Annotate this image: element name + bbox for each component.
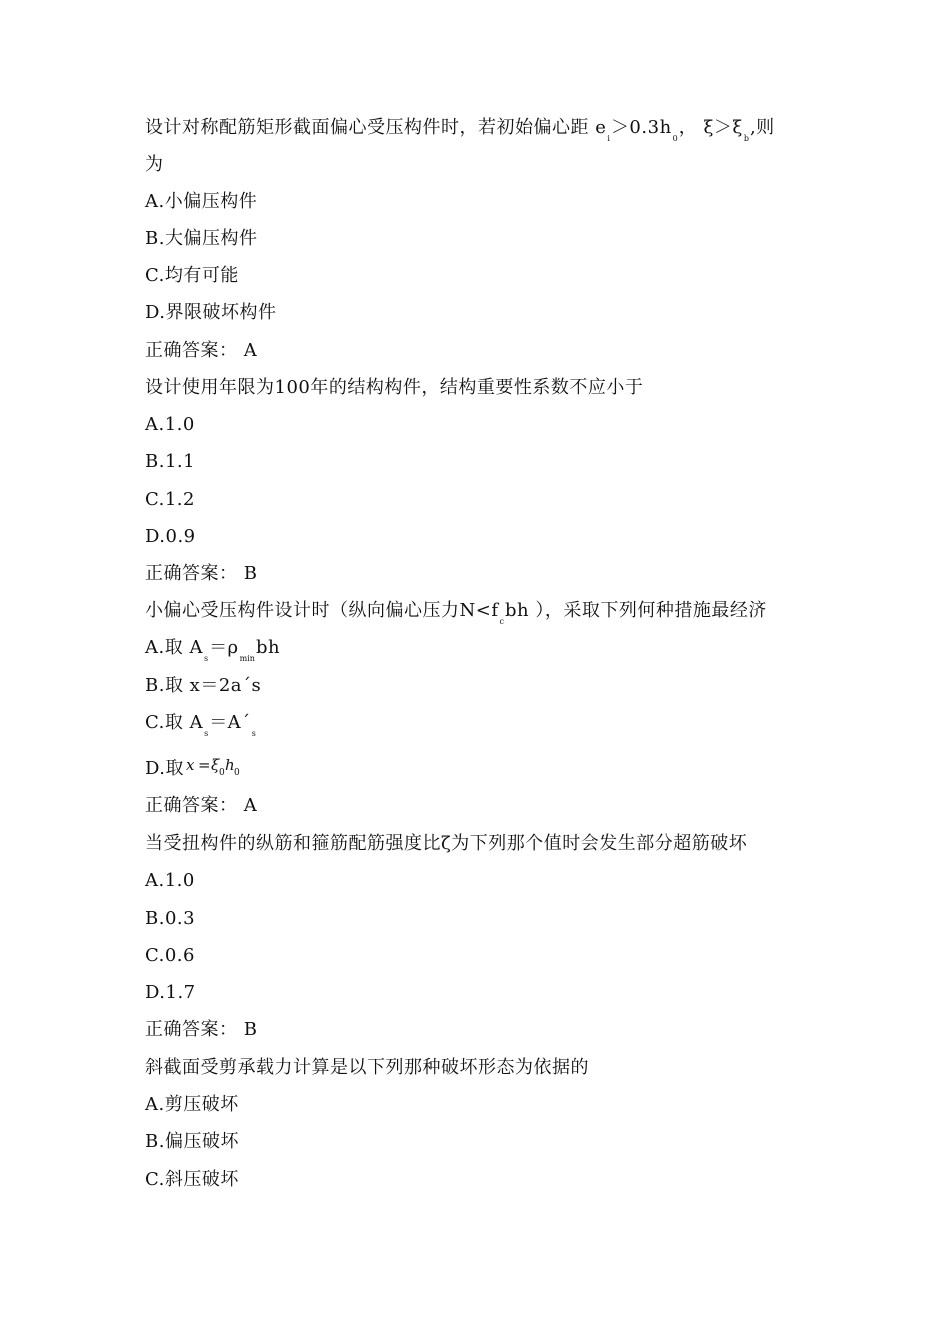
q1-stem-text-3: ， ξ＞ξ bbox=[678, 117, 743, 138]
question-2-answer: 正确答案： B bbox=[145, 563, 258, 584]
question-3-option-b: B.取 x＝2a´s bbox=[145, 675, 262, 696]
question-3-option-a bbox=[145, 637, 280, 670]
svg-text:0: 0 bbox=[219, 768, 226, 778]
q3-stem-text-1: 小偏心受压构件设计时（纵向偏心压力N<f bbox=[145, 600, 499, 621]
q3-stem-text-2: bh ），采取下列何种措施最经济 bbox=[504, 600, 767, 621]
question-2-option-d: D.0.9 bbox=[145, 526, 196, 547]
question-2-option-c: C.1.2 bbox=[145, 489, 195, 510]
question-3-stem bbox=[145, 600, 767, 633]
svg-text:=: = bbox=[198, 756, 212, 774]
svg-text:h: h bbox=[225, 756, 236, 774]
svg-text:0: 0 bbox=[234, 768, 241, 778]
question-1-option-a: A.小偏压构件 bbox=[145, 191, 258, 212]
svg-text:x: x bbox=[186, 756, 195, 774]
question-2-option-a: A.1.0 bbox=[145, 414, 195, 435]
question-1-option-d: D.界限破坏构件 bbox=[145, 302, 277, 323]
question-1-stem-continued: 为 bbox=[145, 154, 164, 175]
question-1-option-c: C.均有可能 bbox=[145, 265, 239, 286]
q3-subscript-c: c bbox=[499, 617, 504, 626]
question-5-stem: 斜截面受剪承载力计算是以下列那种破坏形态为依据的 bbox=[145, 1057, 589, 1078]
q3c-subscript-s2: s bbox=[251, 729, 256, 738]
question-2-stem: 设计使用年限为100年的结构构件，结构重要性系数不应小于 bbox=[145, 377, 644, 398]
q3c-text-2: ＝A´ bbox=[209, 712, 251, 733]
q3a-text-3: bh bbox=[255, 637, 281, 658]
question-1-answer: 正确答案： A bbox=[145, 340, 258, 361]
q3a-text-1: A.取 A bbox=[145, 637, 203, 658]
q3d-text: D.取 bbox=[145, 758, 185, 779]
q1-subscript-i: i bbox=[607, 134, 610, 143]
q1-stem-text-2: ＞0.3h bbox=[610, 117, 672, 138]
question-4-answer: 正确答案： B bbox=[145, 1019, 258, 1040]
question-3-answer: 正确答案： A bbox=[145, 795, 258, 816]
question-2-option-b: B.1.1 bbox=[145, 451, 196, 472]
question-1-option-b: B.大偏压构件 bbox=[145, 228, 258, 249]
q1-subscript-0: 0 bbox=[672, 134, 678, 143]
q3c-text-1: C.取 A bbox=[145, 712, 204, 733]
q1-stem-text-4: ,则 bbox=[749, 117, 775, 138]
formula-image bbox=[184, 756, 246, 778]
svg-text:ξ: ξ bbox=[211, 756, 220, 774]
q1-subscript-b: b bbox=[743, 134, 749, 143]
question-5-option-a: A.剪压破坏 bbox=[145, 1094, 239, 1115]
q3c-subscript-s: s bbox=[204, 729, 209, 738]
question-1-stem bbox=[145, 117, 775, 150]
question-4-stem: 当受扭构件的纵筋和箍筋配筋强度比ζ为下列那个值时会发生部分超筋破坏 bbox=[145, 833, 748, 854]
question-3-option-c bbox=[145, 712, 257, 745]
q1-stem-text-1: 设计对称配筋矩形截面偏心受压构件时，若初始偏心距 e bbox=[145, 117, 607, 138]
q3a-subscript-s: s bbox=[203, 654, 209, 663]
question-4-option-c: C.0.6 bbox=[145, 945, 195, 966]
question-4-option-a: A.1.0 bbox=[145, 870, 195, 891]
question-5-option-c: C.斜压破坏 bbox=[145, 1169, 239, 1190]
question-4-option-b: B.0.3 bbox=[145, 908, 196, 929]
q3a-text-2: ＝ρ bbox=[209, 637, 239, 658]
question-3-option-d bbox=[145, 756, 246, 780]
question-5-option-b: B.偏压破坏 bbox=[145, 1131, 239, 1152]
q3a-subscript-min: min bbox=[239, 654, 255, 663]
question-4-option-d: D.1.7 bbox=[145, 982, 196, 1003]
